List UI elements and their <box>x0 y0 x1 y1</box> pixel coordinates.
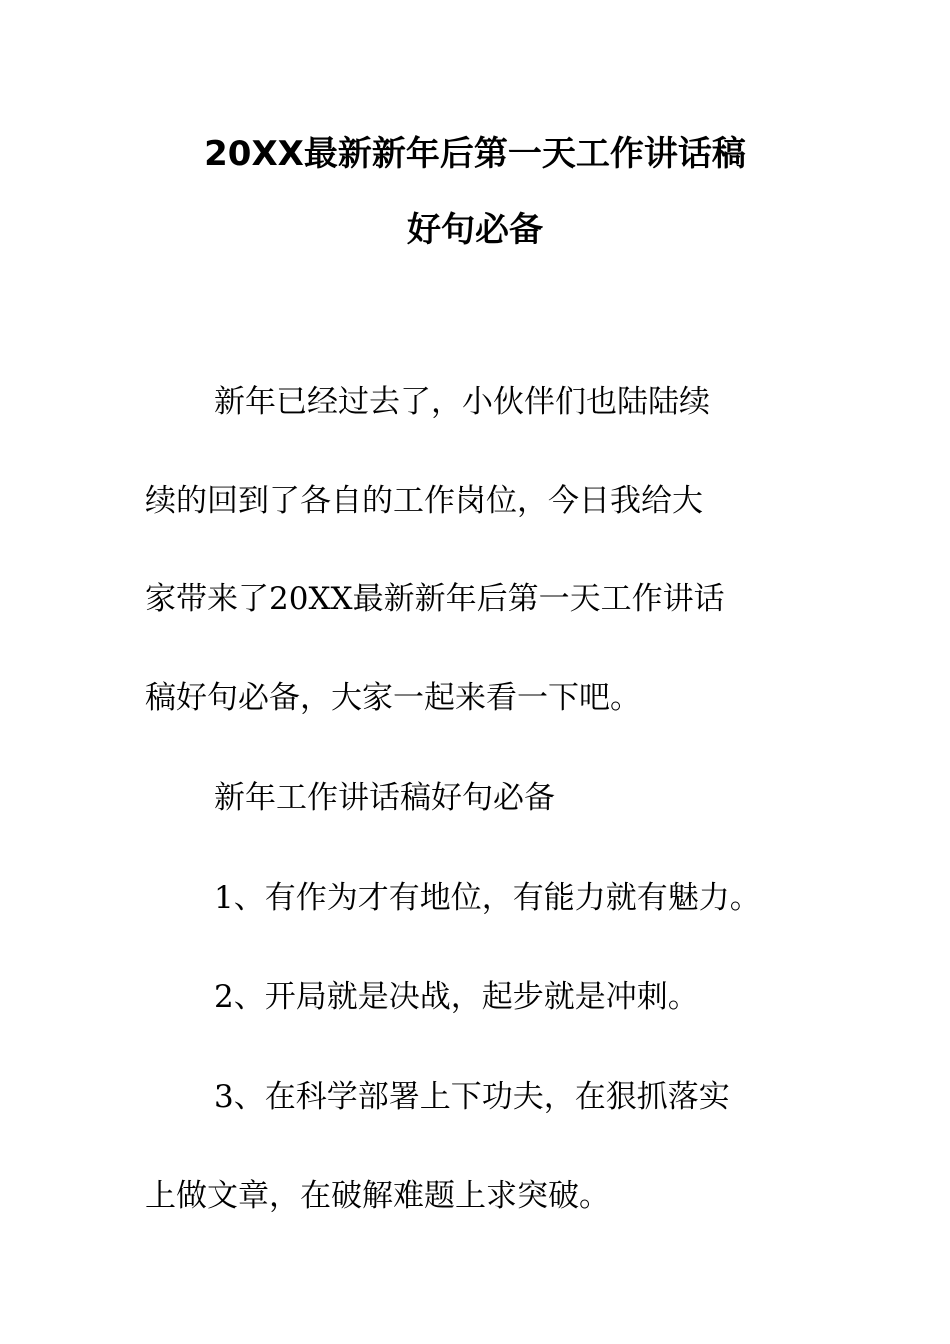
list-item-3: 3、在科学部署上下功夫，在狠抓落实 <box>214 1079 730 1115</box>
section-heading: 新年工作讲话稿好句必备 <box>214 780 555 816</box>
document-title-line-1: 20XX最新新年后第一天工作讲话稿 <box>204 134 746 174</box>
document-title-line-2: 好句必备 <box>407 210 543 250</box>
list-item-3-continuation: 上做文章，在破解难题上求突破。 <box>145 1178 610 1214</box>
paragraph-line: 稿好句必备，大家一起来看一下吧。 <box>145 680 641 716</box>
list-item-2: 2、开局就是决战，起步就是冲刺。 <box>214 979 699 1015</box>
list-item-1: 1、有作为才有地位，有能力就有魅力。 <box>214 880 761 916</box>
paragraph-line: 续的回到了各自的工作岗位，今日我给大 <box>145 483 703 519</box>
paragraph-line: 家带来了20XX最新新年后第一天工作讲话 <box>145 581 725 617</box>
paragraph-line: 新年已经过去了，小伙伴们也陆陆续 <box>214 384 710 420</box>
